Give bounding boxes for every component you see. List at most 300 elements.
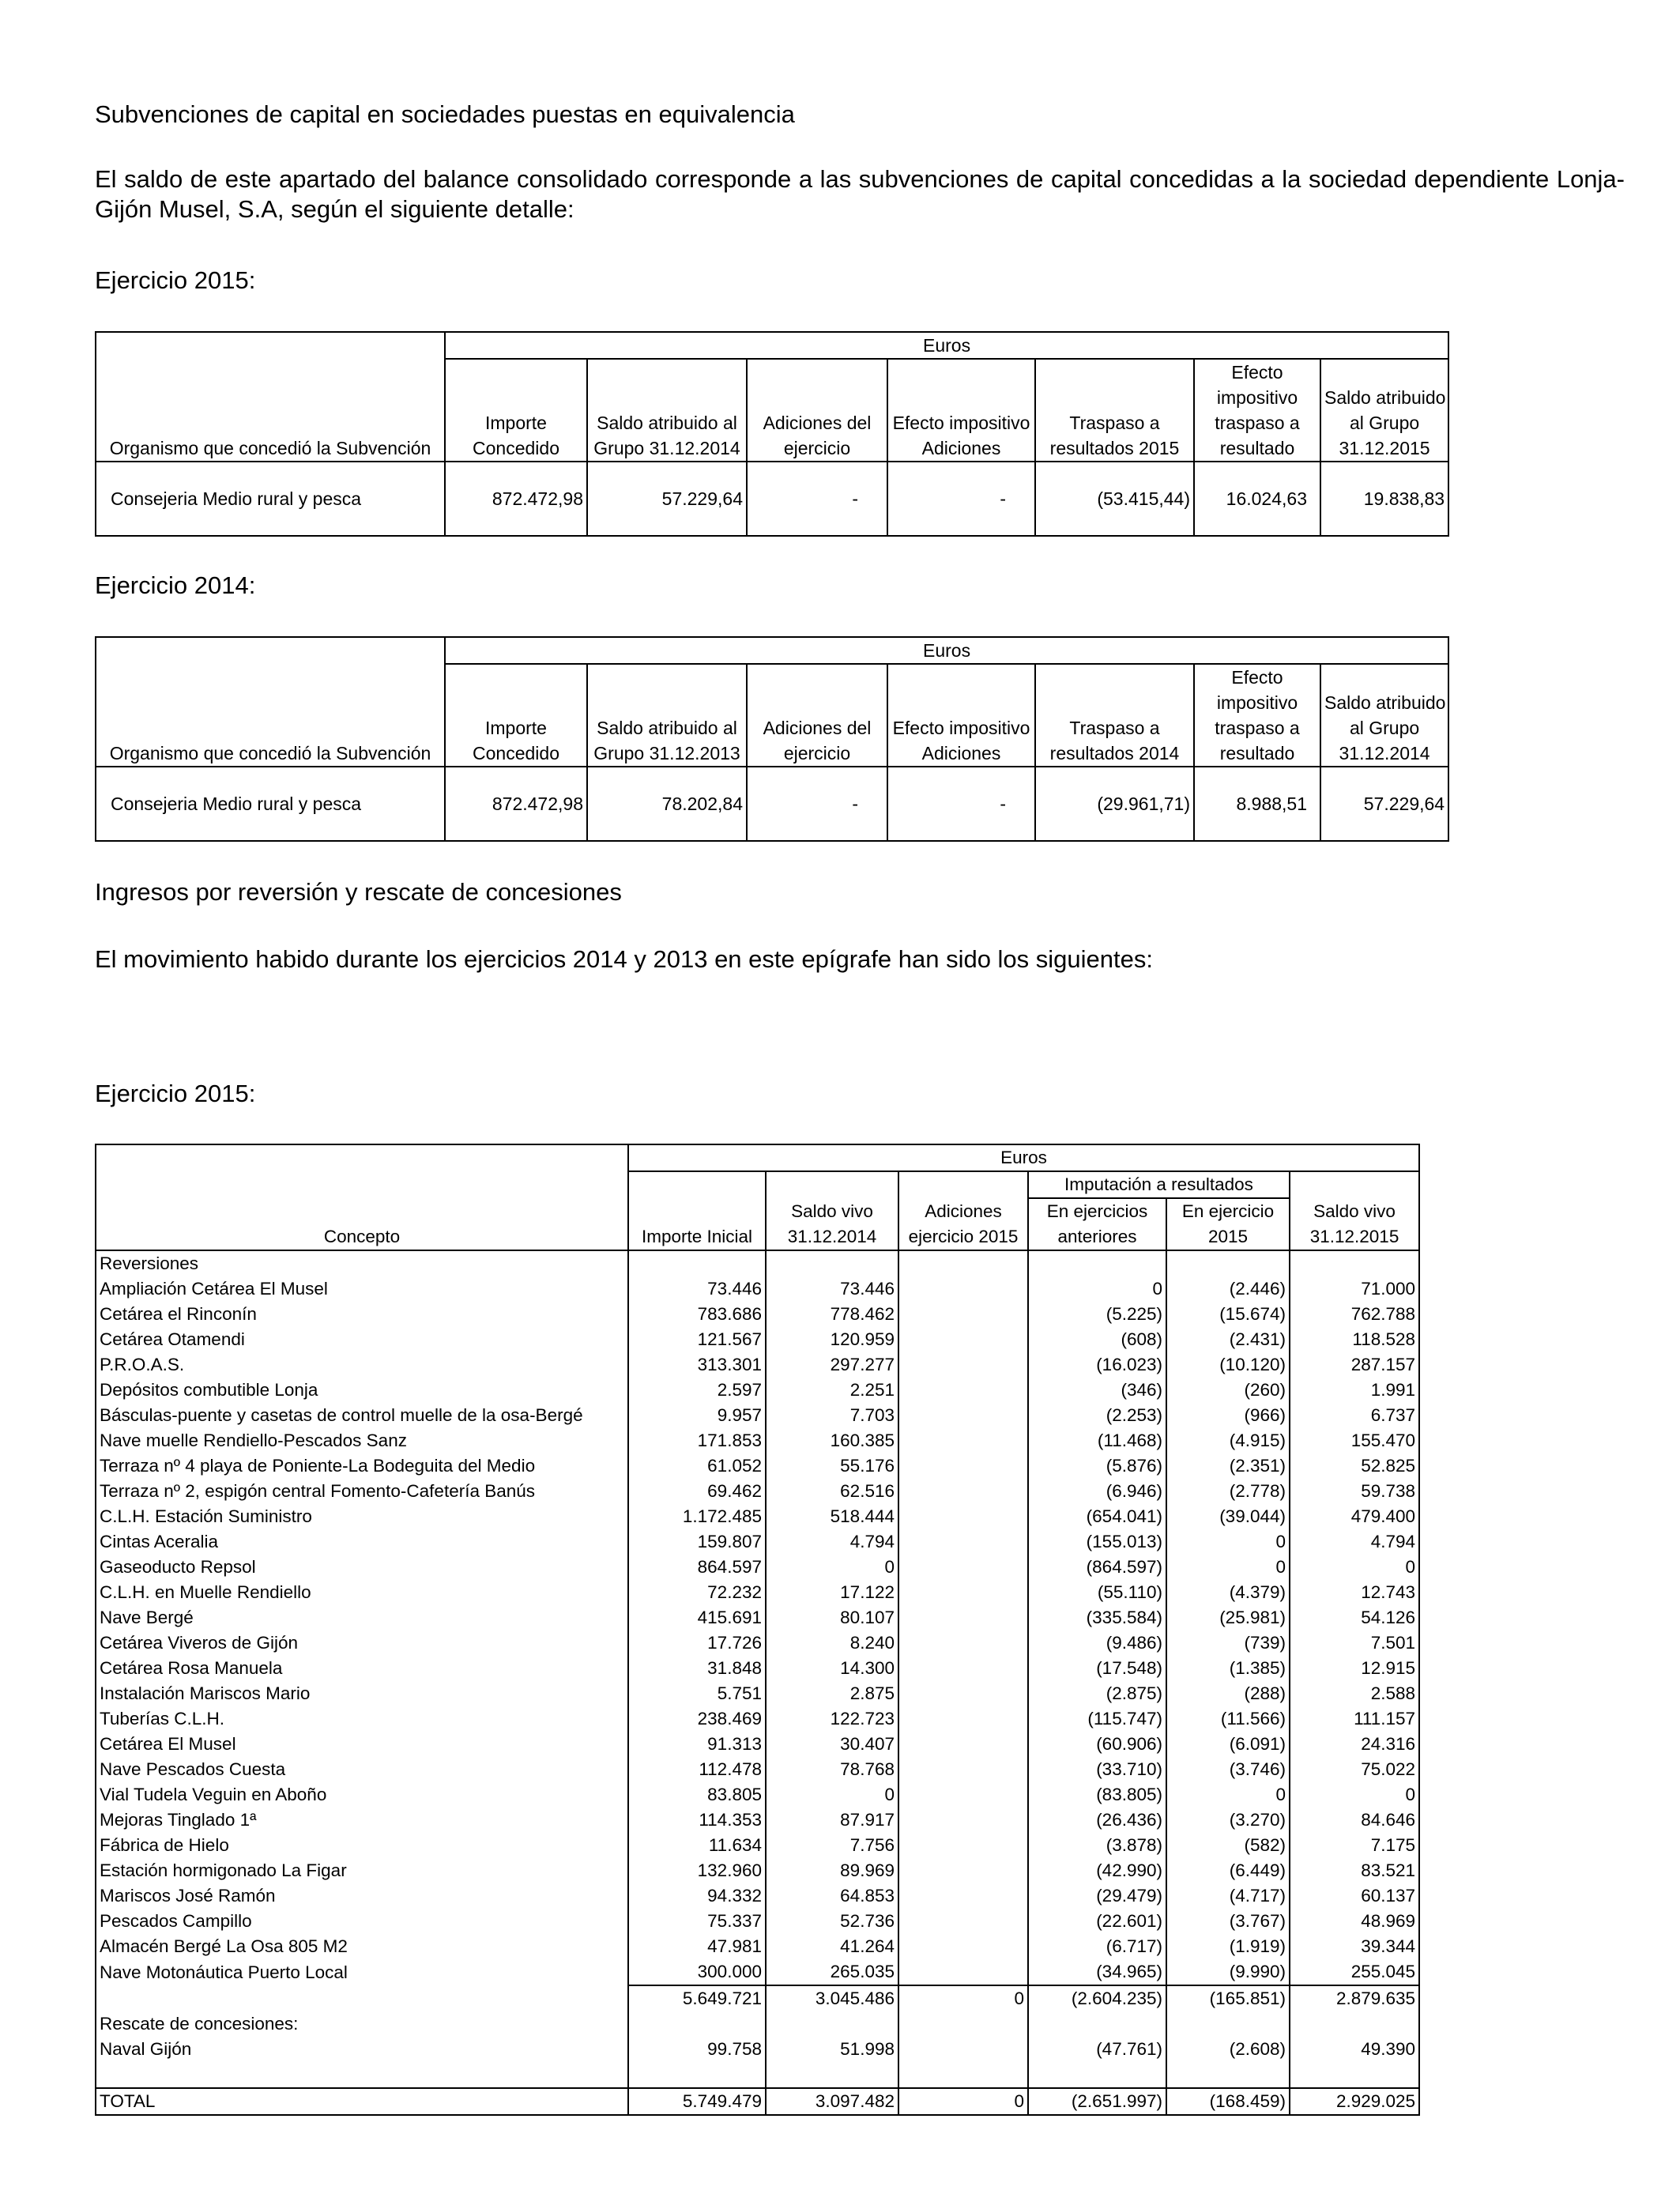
table-row	[96, 1808, 1419, 1833]
cell-ejercicio: (168.459)	[1166, 2088, 1290, 2115]
cell-anteriores: (55.110)	[1028, 1580, 1166, 1605]
cell-anteriores: (608)	[1028, 1327, 1166, 1352]
cell-saldo-ini: 78.768	[766, 1757, 898, 1782]
cell-saldo-fin: 49.390	[1290, 2037, 1419, 2065]
cell-saldo-ini: 2.875	[766, 1681, 898, 1706]
cell-concepto: Cetárea Viveros de Gijón	[96, 1630, 628, 1656]
cell-ejercicio: (288)	[1166, 1681, 1290, 1706]
cell-adiciones	[898, 1529, 1028, 1555]
cell-saldo-fin: 155.470	[1290, 1428, 1419, 1453]
cell-importe: 61.052	[628, 1453, 766, 1479]
cell-saldo-ini: 30.407	[766, 1732, 898, 1757]
cell-importe: 11.634	[628, 1833, 766, 1858]
header-efecto-trasp-4: resultado	[1194, 435, 1320, 462]
cell-saldo-ini: 4.794	[766, 1529, 898, 1555]
cell-importe: 69.462	[628, 1479, 766, 1504]
cell-adiciones	[898, 1630, 1028, 1656]
header-traspaso-2: resultados 2015	[1035, 435, 1194, 462]
cell-saldo-ini: 122.723	[766, 1706, 898, 1732]
cell-saldo-fin: 118.528	[1290, 1327, 1419, 1352]
cell-adiciones	[898, 1352, 1028, 1378]
cell-anteriores: (42.990)	[1028, 1858, 1166, 1883]
cell-importe: 132.960	[628, 1858, 766, 1883]
cell-anteriores: (29.479)	[1028, 1883, 1166, 1909]
table-row	[96, 1959, 1419, 1985]
header-efecto-trasp-1: Efecto	[1194, 359, 1320, 385]
cell-importe: 17.726	[628, 1630, 766, 1656]
cell-saldo-fin: 83.521	[1290, 1858, 1419, 1883]
cell-concepto: Cetárea Otamendi	[96, 1327, 628, 1352]
cell-importe: 872.472,98	[445, 767, 587, 841]
cell-adiciones	[898, 1808, 1028, 1833]
cell-concepto: Nave Pescados Cuesta	[96, 1757, 628, 1782]
table-row	[96, 1934, 1419, 1959]
euros-header: Euros	[628, 1144, 1419, 1171]
cell-saldo-fin: 19.838,83	[1320, 462, 1448, 536]
cell-importe: 73.446	[628, 1276, 766, 1302]
cell-importe: 159.807	[628, 1529, 766, 1555]
subsidy-table-2015	[95, 331, 1449, 537]
cell-ejercicio: (2.778)	[1166, 1479, 1290, 1504]
cell-saldo-fin: 479.400	[1290, 1504, 1419, 1529]
table-row	[96, 767, 1448, 841]
header-adiciones-2: ejercicio	[747, 741, 887, 767]
table-row	[96, 1883, 1419, 1909]
cell-saldo-fin: 1.991	[1290, 1378, 1419, 1403]
table-row	[96, 1656, 1419, 1681]
table-row	[96, 1706, 1419, 1732]
header-saldo-ini-1: Saldo vivo	[766, 1198, 898, 1224]
cell-adiciones	[898, 1833, 1028, 1858]
header-importe-2: Concedido	[445, 741, 587, 767]
cell-concepto: Estación hormigonado La Figar	[96, 1858, 628, 1883]
cell-saldo-ini: 0	[766, 1782, 898, 1808]
cell-ejercicio: (739)	[1166, 1630, 1290, 1656]
cell-adiciones: 0	[898, 2088, 1028, 2115]
header-saldo-ini-2: Grupo 31.12.2013	[587, 741, 747, 767]
header-adiciones-1: Adiciones del	[747, 715, 887, 741]
header-saldo-fin-3: 31.12.2014	[1320, 741, 1448, 767]
cell-saldo-fin: 12.743	[1290, 1580, 1419, 1605]
cell-saldo-ini: 265.035	[766, 1959, 898, 1985]
cell-ejercicio: (10.120)	[1166, 1352, 1290, 1378]
header-saldo-ini-1: Saldo atribuido al	[587, 715, 747, 741]
cell-saldo-ini: 73.446	[766, 1276, 898, 1302]
subtotal-row	[96, 1985, 1419, 2011]
header-organismo: Organismo que concedió la Subvención	[96, 741, 445, 767]
cell-saldo-fin: 7.501	[1290, 1630, 1419, 1656]
cell-saldo-fin: 57.229,64	[1320, 767, 1448, 841]
table-row	[96, 1479, 1419, 1504]
cell-adiciones	[898, 1605, 1028, 1630]
cell-concepto: Mariscos José Ramón	[96, 1883, 628, 1909]
cell-saldo-ini: 62.516	[766, 1479, 898, 1504]
cell-saldo-ini: 89.969	[766, 1858, 898, 1883]
euros-header: Euros	[445, 637, 1448, 664]
spacer-row	[96, 2065, 1419, 2088]
cell-saldo-ini: 51.998	[766, 2037, 898, 2065]
header-saldo-ini-2: Grupo 31.12.2014	[587, 435, 747, 462]
cell-anteriores: (2.604.235)	[1028, 1985, 1166, 2011]
cell-ejercicio: (2.446)	[1166, 1276, 1290, 1302]
cell-importe: 31.848	[628, 1656, 766, 1681]
cell-anteriores: (5.876)	[1028, 1453, 1166, 1479]
cell-ejercicio: (25.981)	[1166, 1605, 1290, 1630]
header-saldo-fin-1: Saldo atribuido	[1320, 690, 1448, 715]
cell-adiciones	[898, 1453, 1028, 1479]
cell-importe: 114.353	[628, 1808, 766, 1833]
cell-importe: 171.853	[628, 1428, 766, 1453]
cell-anteriores: (47.761)	[1028, 2037, 1166, 2065]
cell-efecto-trasp: 8.988,51	[1194, 767, 1320, 841]
header-importe: Importe Inicial	[628, 1224, 766, 1250]
cell-importe: 121.567	[628, 1327, 766, 1352]
cell-importe: 99.758	[628, 2037, 766, 2065]
cell-concepto: Cetárea El Musel	[96, 1732, 628, 1757]
cell-saldo-fin: 2.588	[1290, 1681, 1419, 1706]
cell-concepto: Cetárea Rosa Manuela	[96, 1656, 628, 1681]
cell-concepto: Terraza nº 2, espigón central Fomento-Cafetería Banús	[96, 1479, 628, 1504]
cell-importe: 9.957	[628, 1403, 766, 1428]
table-row	[96, 1732, 1419, 1757]
header-saldo-fin-1: Saldo vivo	[1290, 1198, 1419, 1224]
table-row	[96, 1833, 1419, 1858]
cell-adiciones	[898, 1681, 1028, 1706]
cell-importe: 75.337	[628, 1909, 766, 1934]
table-row	[96, 1428, 1419, 1453]
cell-ejercicio: (9.990)	[1166, 1959, 1290, 1985]
header-saldo-fin-2: al Grupo	[1320, 410, 1448, 435]
header-saldo-fin-2: 31.12.2015	[1290, 1224, 1419, 1250]
cell-importe: 872.472,98	[445, 462, 587, 536]
cell-ejercicio: (2.431)	[1166, 1327, 1290, 1352]
cell-saldo-ini: 120.959	[766, 1327, 898, 1352]
header-concepto: Concepto	[96, 1224, 628, 1250]
cell-importe: 5.751	[628, 1681, 766, 1706]
header-efecto-adic-2: Adiciones	[887, 435, 1035, 462]
table-row	[96, 1757, 1419, 1782]
cell-importe: 415.691	[628, 1605, 766, 1630]
section-rescate-label: Rescate de concesiones:	[96, 2011, 628, 2037]
cell-anteriores: (11.468)	[1028, 1428, 1166, 1453]
header-efecto-trasp-2: impositivo	[1194, 690, 1320, 715]
cell-importe: 1.172.485	[628, 1504, 766, 1529]
imputacion-header: Imputación a resultados	[1028, 1171, 1290, 1198]
ejercicio-2014-label: Ejercicio 2014:	[95, 571, 256, 599]
cell-saldo-ini: 80.107	[766, 1605, 898, 1630]
cell-saldo-fin: 111.157	[1290, 1706, 1419, 1732]
header-efecto-trasp-4: resultado	[1194, 741, 1320, 767]
paragraph-movimiento: El movimiento habido durante los ejercicios 2014 y 2013 en este epígrafe han sido los siguientes:	[95, 945, 1153, 973]
cell-saldo-ini: 297.277	[766, 1352, 898, 1378]
header-traspaso-1: Traspaso a	[1035, 410, 1194, 435]
cell-saldo-ini: 55.176	[766, 1453, 898, 1479]
header-saldo-fin-2: al Grupo	[1320, 715, 1448, 741]
concessions-table-2015	[95, 1144, 1420, 2116]
table-row	[96, 1782, 1419, 1808]
cell-saldo-ini: 52.736	[766, 1909, 898, 1934]
cell-adiciones	[898, 1959, 1028, 1985]
cell-adiciones	[898, 1327, 1028, 1352]
table-row	[96, 1630, 1419, 1656]
cell-ejercicio: (3.270)	[1166, 1808, 1290, 1833]
cell-saldo-fin: 2.929.025	[1290, 2088, 1419, 2115]
cell-adiciones	[898, 1403, 1028, 1428]
cell-anteriores: (2.253)	[1028, 1403, 1166, 1428]
header-importe-1: Importe	[445, 410, 587, 435]
table-row	[96, 1605, 1419, 1630]
cell-anteriores: (115.747)	[1028, 1706, 1166, 1732]
header-traspaso-2: resultados 2014	[1035, 741, 1194, 767]
header-anteriores-1: En ejercicios	[1028, 1198, 1166, 1224]
cell-efecto-adic: -	[887, 767, 1035, 841]
cell-saldo-fin: 762.788	[1290, 1302, 1419, 1327]
cell-concepto: Gaseoducto Repsol	[96, 1555, 628, 1580]
cell-anteriores: (2.651.997)	[1028, 2088, 1166, 2115]
cell-adiciones	[898, 1479, 1028, 1504]
section-heading-ingresos: Ingresos por reversión y rescate de concesiones	[95, 878, 622, 906]
cell-concepto: Pescados Campillo	[96, 1909, 628, 1934]
cell-ejercicio: (11.566)	[1166, 1706, 1290, 1732]
cell-anteriores: (60.906)	[1028, 1732, 1166, 1757]
cell-saldo-fin: 287.157	[1290, 1352, 1419, 1378]
cell-anteriores: (22.601)	[1028, 1909, 1166, 1934]
cell-concepto: Tuberías C.L.H.	[96, 1706, 628, 1732]
cell-ejercicio: (260)	[1166, 1378, 1290, 1403]
concessions-body	[96, 1250, 1419, 2115]
cell-saldo-fin: 0	[1290, 1782, 1419, 1808]
cell-saldo-ini: 0	[766, 1555, 898, 1580]
euros-header: Euros	[445, 332, 1448, 359]
cell-importe: 94.332	[628, 1883, 766, 1909]
header-saldo-ini-2: 31.12.2014	[766, 1224, 898, 1250]
table-row	[96, 1580, 1419, 1605]
cell-saldo-ini: 8.240	[766, 1630, 898, 1656]
cell-importe: 300.000	[628, 1959, 766, 1985]
header-ejercicio-1: En ejercicio	[1166, 1198, 1290, 1224]
cell-adiciones	[898, 1782, 1028, 1808]
table-row	[96, 1302, 1419, 1327]
cell-adiciones	[898, 1555, 1028, 1580]
cell-ejercicio: (3.746)	[1166, 1757, 1290, 1782]
section-rescate	[96, 2011, 1419, 2037]
cell-anteriores: (83.805)	[1028, 1782, 1166, 1808]
cell-adiciones	[898, 1504, 1028, 1529]
cell-anteriores: (346)	[1028, 1378, 1166, 1403]
cell-saldo-ini: 64.853	[766, 1883, 898, 1909]
cell-importe: 47.981	[628, 1934, 766, 1959]
cell-concepto: Nave Motonáutica Puerto Local	[96, 1959, 628, 1985]
header-efecto-adic-1: Efecto impositivo	[887, 410, 1035, 435]
cell-concepto: Instalación Mariscos Mario	[96, 1681, 628, 1706]
cell-saldo-fin: 255.045	[1290, 1959, 1419, 1985]
cell-concepto	[96, 1985, 628, 2011]
table-row	[96, 1378, 1419, 1403]
cell-adiciones	[898, 1302, 1028, 1327]
header-adiciones-1: Adiciones del	[747, 410, 887, 435]
cell-anteriores: (2.875)	[1028, 1681, 1166, 1706]
cell-concepto: Básculas-puente y casetas de control muelle de la osa-Bergé	[96, 1403, 628, 1428]
cell-concepto: Depósitos combutible Lonja	[96, 1378, 628, 1403]
cell-anteriores: (16.023)	[1028, 1352, 1166, 1378]
cell-importe: 91.313	[628, 1732, 766, 1757]
cell-concepto: Terraza nº 4 playa de Poniente-La Bodeguita del Medio	[96, 1453, 628, 1479]
cell-ejercicio: (4.379)	[1166, 1580, 1290, 1605]
cell-saldo-fin: 59.738	[1290, 1479, 1419, 1504]
cell-concepto: Naval Gijón	[96, 2037, 628, 2065]
cell-importe: 83.805	[628, 1782, 766, 1808]
cell-anteriores: (26.436)	[1028, 1808, 1166, 1833]
cell-saldo-fin: 6.737	[1290, 1403, 1419, 1428]
cell-ejercicio: (1.919)	[1166, 1934, 1290, 1959]
cell-adiciones	[898, 1757, 1028, 1782]
header-anteriores-2: anteriores	[1028, 1224, 1166, 1250]
cell-adiciones	[898, 1656, 1028, 1681]
table-row	[96, 1909, 1419, 1934]
cell-ejercicio: (165.851)	[1166, 1985, 1290, 2011]
rescate-row	[96, 2037, 1419, 2065]
cell-ejercicio: (582)	[1166, 1833, 1290, 1858]
cell-adiciones	[898, 1378, 1028, 1403]
cell-anteriores: (335.584)	[1028, 1605, 1166, 1630]
cell-ejercicio: 0	[1166, 1782, 1290, 1808]
header-importe-2: Concedido	[445, 435, 587, 462]
header-organismo: Organismo que concedió la Subvención	[96, 435, 445, 462]
cell-traspaso: (29.961,71)	[1035, 767, 1194, 841]
cell-adiciones	[898, 1580, 1028, 1605]
cell-efecto-adic: -	[887, 462, 1035, 536]
cell-saldo-fin: 52.825	[1290, 1453, 1419, 1479]
cell-concepto: Nave Bergé	[96, 1605, 628, 1630]
cell-saldo-fin: 12.915	[1290, 1656, 1419, 1681]
cell-concepto: Mejoras Tinglado 1ª	[96, 1808, 628, 1833]
cell-adiciones	[898, 1909, 1028, 1934]
cell-ejercicio: 0	[1166, 1529, 1290, 1555]
header-saldo-fin-3: 31.12.2015	[1320, 435, 1448, 462]
ejercicio-2015b-label: Ejercicio 2015:	[95, 1080, 256, 1107]
cell-saldo-fin: 7.175	[1290, 1833, 1419, 1858]
cell-saldo-ini: 41.264	[766, 1934, 898, 1959]
cell-ejercicio: (2.351)	[1166, 1453, 1290, 1479]
cell-saldo-fin: 4.794	[1290, 1529, 1419, 1555]
cell-adiciones	[898, 1276, 1028, 1302]
cell-anteriores: (155.013)	[1028, 1529, 1166, 1555]
header-saldo-ini-1: Saldo atribuido al	[587, 410, 747, 435]
table-row	[96, 1352, 1419, 1378]
total-row	[96, 2088, 1419, 2115]
table-row	[96, 1529, 1419, 1555]
cell-saldo-fin: 48.969	[1290, 1909, 1419, 1934]
row-organismo: Consejeria Medio rural y pesca	[96, 462, 445, 536]
cell-ejercicio: 0	[1166, 1555, 1290, 1580]
cell-anteriores: (654.041)	[1028, 1504, 1166, 1529]
cell-saldo-ini: 7.756	[766, 1833, 898, 1858]
cell-anteriores: (34.965)	[1028, 1959, 1166, 1985]
header-efecto-trasp-1: Efecto	[1194, 664, 1320, 690]
cell-anteriores: (5.225)	[1028, 1302, 1166, 1327]
cell-saldo-ini: 3.045.486	[766, 1985, 898, 2011]
cell-adiciones	[898, 1706, 1028, 1732]
cell-ejercicio: (15.674)	[1166, 1302, 1290, 1327]
cell-ejercicio: (39.044)	[1166, 1504, 1290, 1529]
cell-anteriores: (17.548)	[1028, 1656, 1166, 1681]
cell-adiciones	[898, 1934, 1028, 1959]
cell-saldo-ini: 2.251	[766, 1378, 898, 1403]
cell-importe: 112.478	[628, 1757, 766, 1782]
cell-saldo-ini: 7.703	[766, 1403, 898, 1428]
table-row	[96, 1276, 1419, 1302]
cell-saldo-fin: 24.316	[1290, 1732, 1419, 1757]
cell-importe: 5.649.721	[628, 1985, 766, 2011]
cell-concepto: Nave muelle Rendiello-Pescados Sanz	[96, 1428, 628, 1453]
cell-anteriores: (9.486)	[1028, 1630, 1166, 1656]
ejercicio-2015-label: Ejercicio 2015:	[95, 266, 256, 294]
cell-ejercicio: (966)	[1166, 1403, 1290, 1428]
cell-ejercicio: (6.091)	[1166, 1732, 1290, 1757]
cell-saldo-fin: 0	[1290, 1555, 1419, 1580]
cell-importe: 238.469	[628, 1706, 766, 1732]
section-reversiones: Reversiones	[96, 1250, 628, 1276]
cell-saldo-ini: 17.122	[766, 1580, 898, 1605]
cell-saldo-ini: 778.462	[766, 1302, 898, 1327]
cell-saldo-ini: 57.229,64	[587, 462, 747, 536]
cell-saldo-ini: 3.097.482	[766, 2088, 898, 2115]
cell-concepto: TOTAL	[96, 2088, 628, 2115]
cell-concepto: C.L.H. en Muelle Rendiello	[96, 1580, 628, 1605]
cell-importe: 864.597	[628, 1555, 766, 1580]
cell-adiciones	[898, 1732, 1028, 1757]
cell-ejercicio: (3.767)	[1166, 1909, 1290, 1934]
header-saldo-fin-1: Saldo atribuido	[1320, 385, 1448, 410]
header-efecto-trasp-2: impositivo	[1194, 385, 1320, 410]
cell-adiciones	[898, 2037, 1028, 2065]
header-ejercicio-2: 2015	[1166, 1224, 1290, 1250]
cell-efecto-trasp: 16.024,63	[1194, 462, 1320, 536]
cell-anteriores: (33.710)	[1028, 1757, 1166, 1782]
cell-anteriores: (864.597)	[1028, 1555, 1166, 1580]
header-importe-1: Importe	[445, 715, 587, 741]
cell-concepto: C.L.H. Estación Suministro	[96, 1504, 628, 1529]
cell-concepto: P.R.O.A.S.	[96, 1352, 628, 1378]
cell-traspaso: (53.415,44)	[1035, 462, 1194, 536]
cell-adiciones: -	[747, 462, 887, 536]
header-adiciones-2: ejercicio 2015	[898, 1224, 1028, 1250]
cell-importe: 2.597	[628, 1378, 766, 1403]
cell-ejercicio: (2.608)	[1166, 2037, 1290, 2065]
cell-adiciones	[898, 1428, 1028, 1453]
cell-ejercicio: (4.717)	[1166, 1883, 1290, 1909]
cell-concepto: Cintas Aceralia	[96, 1529, 628, 1555]
paragraph-subvenciones: El saldo de este apartado del balance consolidado corresponde a las subvenciones de capital concedidas a la sociedad dependiente Lonja-Gijón Musel, S.A, según el siguiente detalle:	[95, 165, 1625, 223]
cell-importe: 783.686	[628, 1302, 766, 1327]
table-row	[96, 1453, 1419, 1479]
cell-adiciones	[898, 1858, 1028, 1883]
header-adiciones-2: ejercicio	[747, 435, 887, 462]
cell-concepto: Cetárea el Rinconín	[96, 1302, 628, 1327]
header-efecto-adic-1: Efecto impositivo	[887, 715, 1035, 741]
table-row	[96, 1858, 1419, 1883]
header-efecto-trasp-3: traspaso a	[1194, 715, 1320, 741]
table-row	[96, 1681, 1419, 1706]
section-heading-subvenciones: Subvenciones de capital en sociedades puestas en equivalencia	[95, 100, 795, 128]
cell-saldo-ini: 87.917	[766, 1808, 898, 1833]
table-row	[96, 1403, 1419, 1428]
cell-concepto: Ampliación Cetárea El Musel	[96, 1276, 628, 1302]
cell-saldo-fin: 2.879.635	[1290, 1985, 1419, 2011]
cell-anteriores: (6.946)	[1028, 1479, 1166, 1504]
cell-concepto: Almacén Bergé La Osa 805 M2	[96, 1934, 628, 1959]
header-efecto-trasp-3: traspaso a	[1194, 410, 1320, 435]
